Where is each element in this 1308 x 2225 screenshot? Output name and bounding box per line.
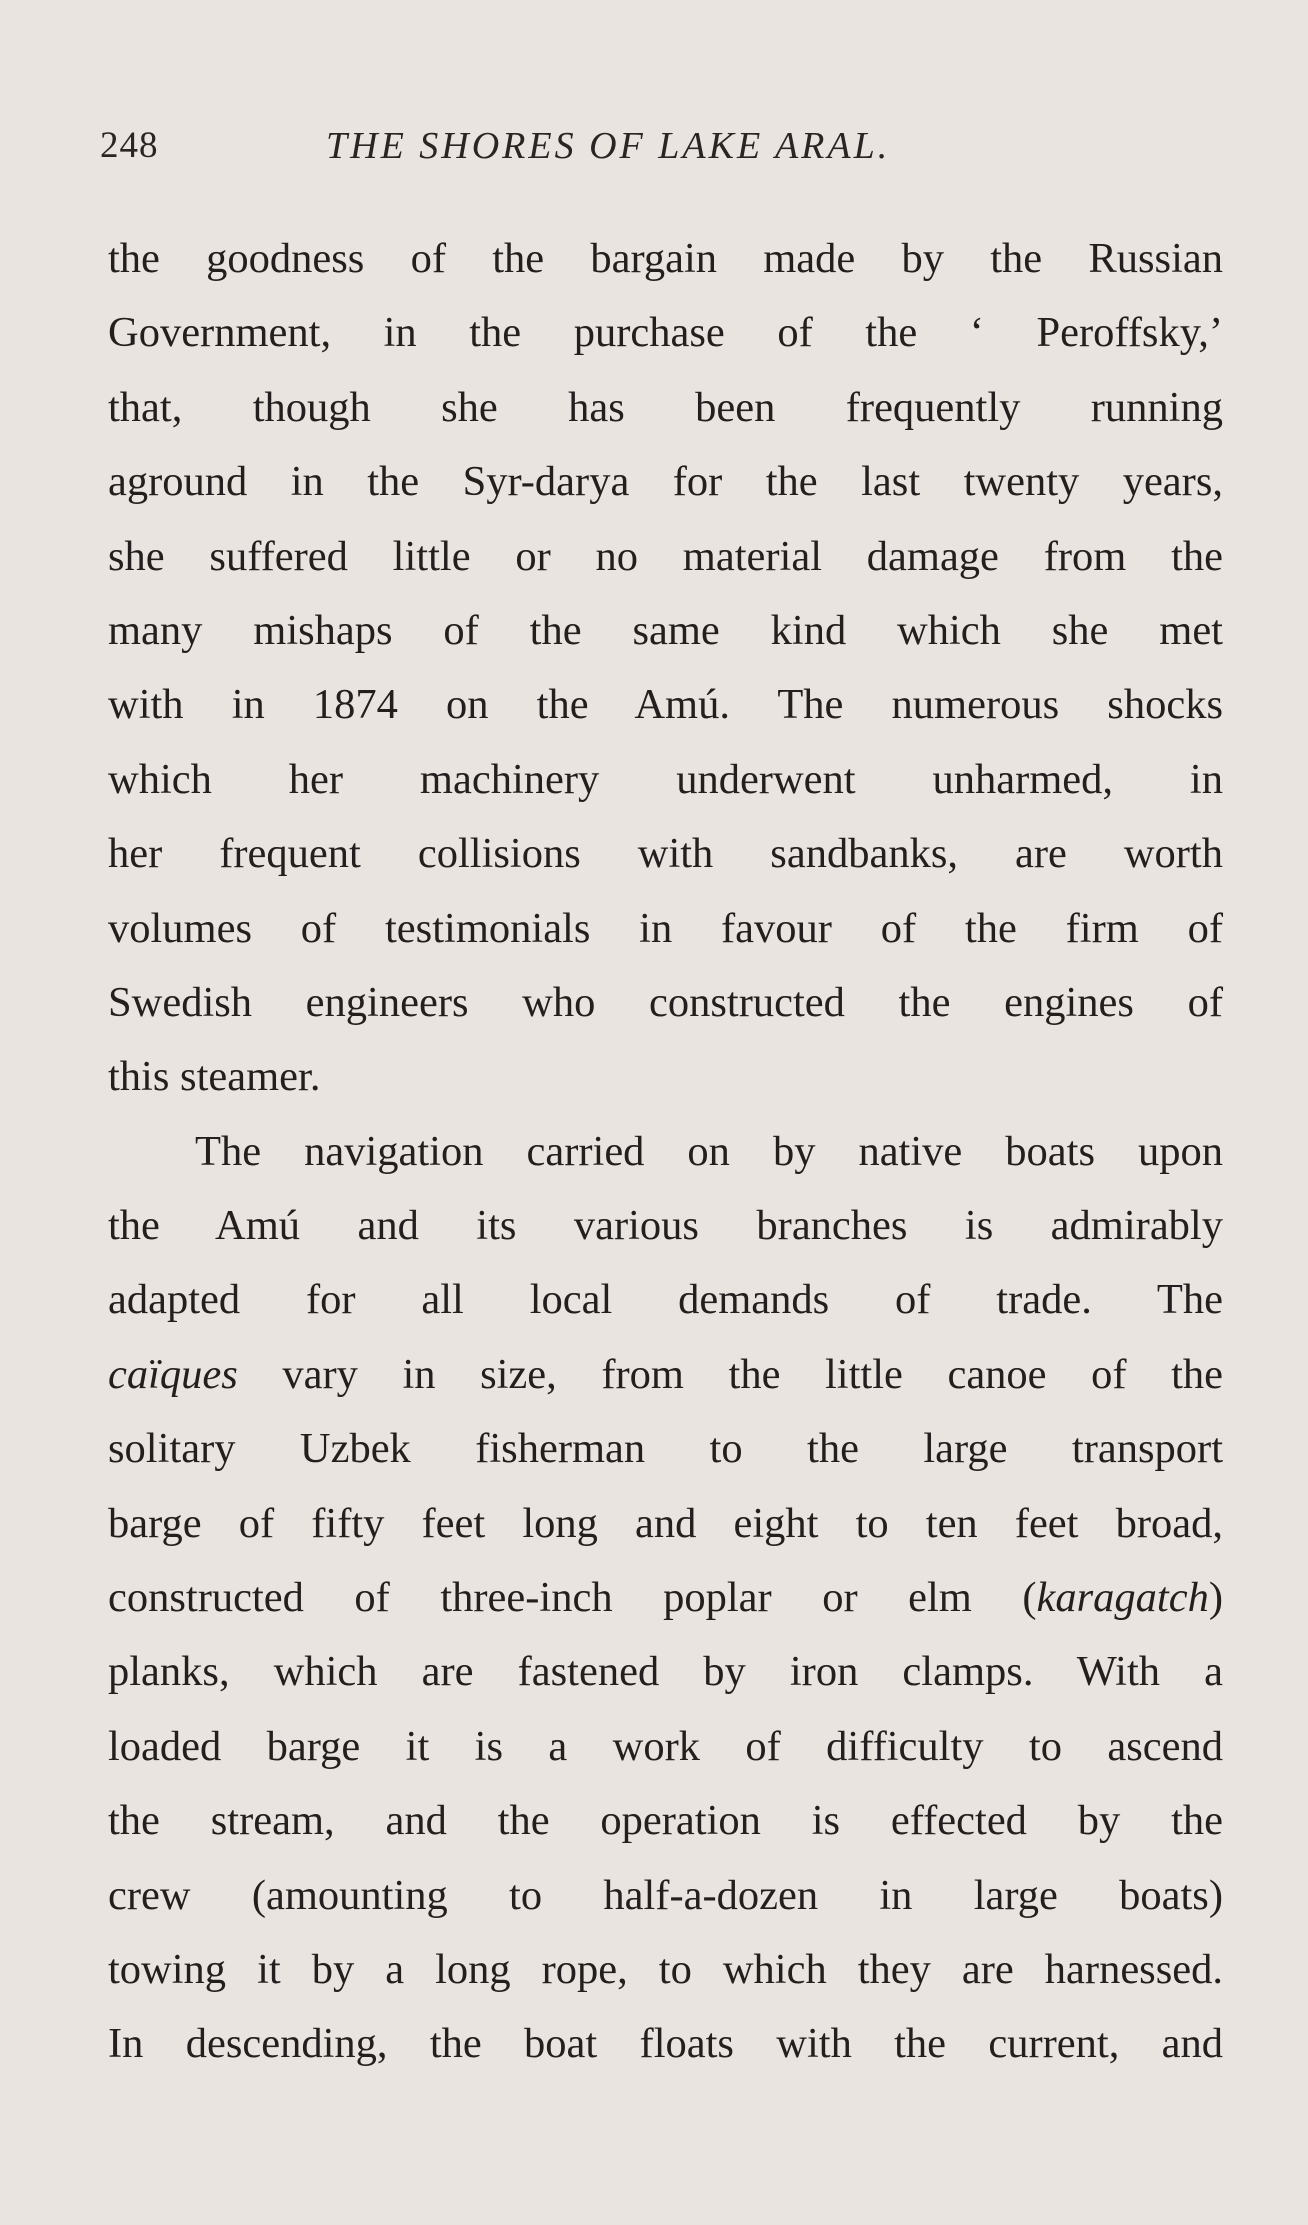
text-line [108,1933,1223,2007]
text-line [108,1710,1223,1784]
text-segment: The navigation carried on by native boats upon [195,1127,1223,1175]
text-segment: planks, which are fastened by iron clamps. With a [108,1648,1223,1696]
text-line [108,892,1223,966]
text-line [108,1263,1223,1337]
page-number: 248 [100,125,159,166]
text-line [108,817,1223,891]
text-line [108,743,1223,817]
text-segment: she suffered little or no material damage from the [108,532,1223,580]
text-segment: the goodness of the bargain made by the Russian [108,235,1223,282]
text-line [108,668,1223,742]
text-segment: vary in size, from the little canoe of the [237,1350,1223,1398]
text-line [108,371,1223,445]
text-line [108,594,1223,668]
text-line [108,1487,1223,1561]
text-line [108,1412,1223,1486]
text-segment: loaded barge it is a work of difficulty to ascend [108,1722,1223,1770]
text-segment: crew (amounting to half-a-dozen in large boats) [108,1871,1223,1919]
text-line [108,1338,1223,1412]
text-line [108,520,1223,594]
text-line [108,1115,1223,1189]
running-title: THE SHORES OF LAKE ARAL. [326,125,891,167]
text-segment: volumes of testimonials in favour of the firm of [108,904,1223,952]
text-segment: towing it by a long rope, to which they are harnessed. [108,1945,1223,1993]
text-segment: solitary Uzbek fisherman to the large transport [108,1425,1223,1473]
text-segment: which her machinery underwent unharmed, in [108,755,1223,803]
text-segment: aground in the Syr-darya for the last twenty years, [108,458,1223,506]
text-segment: Swedish engineers who constructed the engines of [108,978,1223,1026]
text-segment: her frequent collisions with sandbanks, are worth [108,830,1223,878]
text-segment: barge of fifty feet long and eight to ten feet broad, [108,1499,1223,1547]
text-segment: the stream, and the operation is effected by the [108,1797,1223,1845]
text-line [108,1040,1223,1114]
text-segment: with in 1874 on the Amú. The numerous shocks [108,681,1223,729]
text-line [108,296,1223,370]
text-segment: In descending, the boat floats with the current, and [108,2020,1223,2068]
text-segment: the Amú and its various branches is admirably [108,1202,1223,1250]
text-segment: Government, in the purchase of the ‘ Peroffsky,’ [108,309,1223,357]
text-segment: this steamer. [108,1053,321,1101]
text-line [108,1561,1223,1635]
text-line [108,1859,1223,1933]
text-line [108,1189,1223,1263]
text-line [108,1635,1223,1709]
text-segment: adapted for all local demands of trade. The [108,1276,1223,1324]
italic-text: caïques [108,1350,238,1398]
running-head [100,124,1225,174]
text-segment: that, though she has been frequently running [108,383,1223,431]
text-line [108,445,1223,519]
text-line [108,2007,1223,2081]
italic-text: karagatch [1036,1574,1209,1622]
text-line [108,222,1223,296]
text-line [108,966,1223,1040]
text-segment: ) [1208,1574,1223,1622]
text-segment: many mishaps of the same kind which she met [108,606,1223,654]
text-line [108,1784,1223,1858]
text-segment: constructed of three-inch poplar or elm ( [108,1574,1037,1622]
body-text [108,222,1223,2082]
